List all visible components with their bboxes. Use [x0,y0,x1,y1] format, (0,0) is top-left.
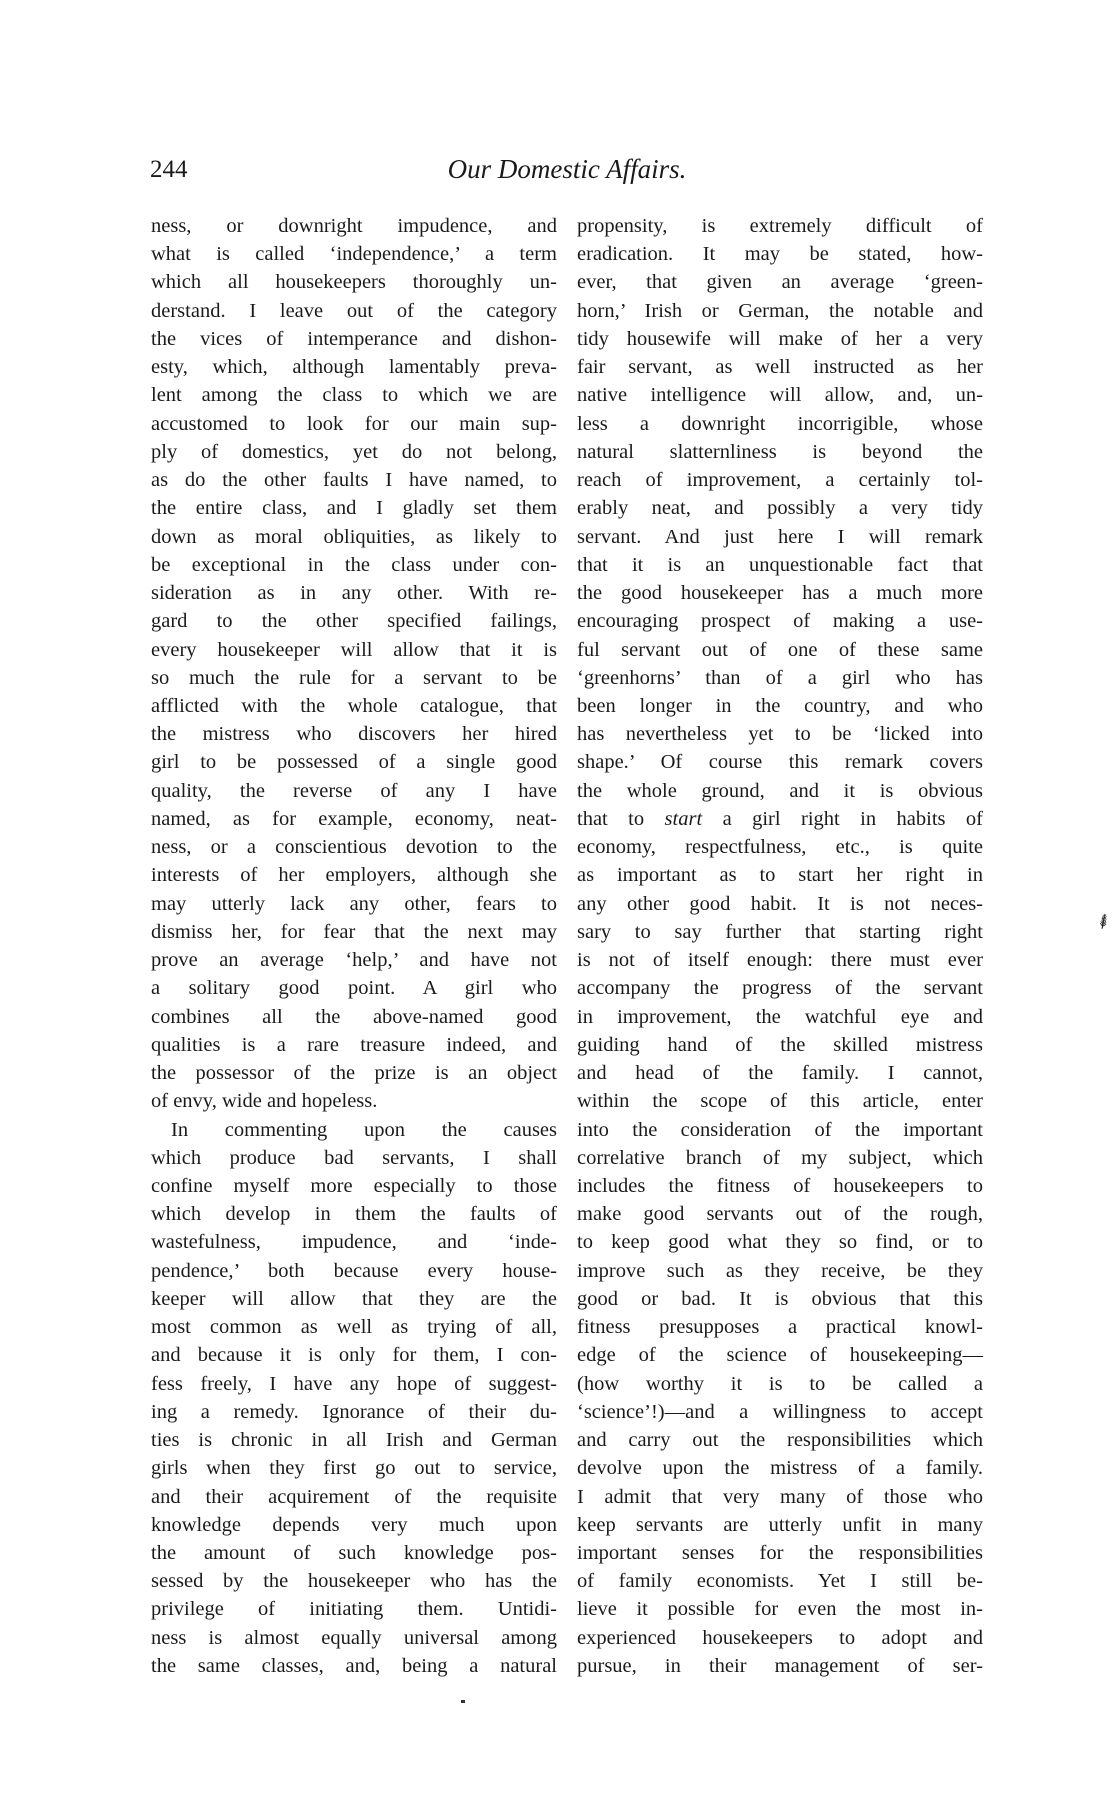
ink-speck [461,1700,465,1703]
text-line: fitness presupposes a practical knowl- [577,1316,983,1339]
text-line: (how worthy it is to be called a [577,1372,983,1395]
text-line: gard to the other specified failings, [151,610,557,633]
text-line: qualities is a rare treasure indeed, and [151,1033,557,1056]
text-line: keeper will allow that they are the [151,1287,557,1310]
text-line: of family economists. Yet I still be- [577,1570,983,1593]
text-line: which produce bad servants, I shall [151,1146,557,1169]
text-line: ful servant out of one of these same [577,638,983,661]
text-line: as important as to start her right in [577,864,983,887]
text-line: and head of the family. I cannot, [577,1062,983,1085]
text-line: a solitary good point. A girl who [151,977,557,1000]
text-line: the whole ground, and it is obvious [577,779,983,802]
text-line: guiding hand of the skilled mistress [577,1033,983,1056]
text-line: of envy, wide and hopeless. [151,1090,378,1113]
text-line: ness, or a conscientious devotion to the [151,836,557,859]
text-line: ‘greenhorns’ than of a girl who has [577,666,983,689]
left-column [151,212,557,1680]
text-line: improve such as they receive, be they [577,1259,983,1282]
text-line: be exceptional in the class under con- [151,553,557,576]
text-line: eradication. It may be stated, how- [577,243,983,266]
text-line: sideration as in any other. With re- [151,582,557,605]
text-line: derstand. I leave out of the category [151,299,557,322]
text-line: which develop in them the faults of [151,1203,557,1226]
text-line: keep servants are utterly unfit in many [577,1513,983,1536]
text-line: that it is an unquestionable fact that [577,553,983,576]
text-line: confine myself more especially to those [151,1174,557,1197]
text-line: edge of the science of housekeeping— [577,1344,983,1367]
text-line: ply of domestics, yet do not belong, [151,440,557,463]
text-line: may utterly lack any other, fears to [151,892,557,915]
text-line: propensity, is extremely difficult of [577,215,983,237]
text-line: horn,’ Irish or German, the notable and [577,299,983,322]
text-line: make good servants out of the rough, [577,1203,983,1226]
text-line: in improvement, the watchful eye and [577,1005,983,1028]
text-line: most common as well as trying of all, [151,1316,557,1339]
text-line: accustomed to look for our main sup- [151,412,557,435]
text-line: been longer in the country, and who [577,694,983,717]
text-line: tidy housewife will make of her a very [577,327,983,350]
text-line: the same classes, and, being a natural [151,1654,557,1677]
text-line: any other good habit. It is not neces- [577,892,983,915]
text-line: wastefulness, impudence, and ‘inde- [151,1231,557,1254]
text-line: shape.’ Of course this remark covers [577,751,983,774]
running-title: Our Domestic Affairs. [447,154,687,184]
text-line: lent among the class to which we are [151,384,557,407]
text-line: quality, the reverse of any I have [151,779,557,802]
text-line: what is called ‘independence,’ a term [151,243,557,266]
text-line: and their acquirement of the requisite [151,1485,557,1508]
text-line: ing a remedy. Ignorance of their du- [151,1400,557,1423]
text-line: is not of itself enough: there must ever [577,949,983,972]
text-line: erably neat, and possibly a very tidy [577,497,983,520]
text-line: privilege of initiating them. Untidi- [151,1598,557,1621]
text-line: less a downright incorrigible, whose [577,412,983,435]
text-line: ever, that given an average ‘green- [577,271,983,294]
text-line: ‘science’!)—and a willingness to accept [577,1400,983,1423]
text-line: reach of improvement, a certainly tol- [577,469,983,492]
text-line: native intelligence will allow, and, un- [577,384,983,407]
text-line: the good housekeeper has a much more [577,582,983,605]
text-line: within the scope of this article, enter [577,1090,983,1113]
text-line: fair servant, as well instructed as her [577,356,983,379]
page-number: 244 [150,156,188,183]
text-line: named, as for example, economy, neat- [151,807,557,830]
text-line: every housekeeper will allow that it is [151,638,557,661]
right-column [577,212,983,1680]
text-line: lieve it possible for even the most in- [577,1598,983,1621]
text-line: sessed by the housekeeper who has the [151,1570,557,1593]
text-line: important senses for the responsibilities [577,1542,983,1565]
text-line: I admit that very many of those who [577,1485,983,1508]
text-line: combines all the above-named good [151,1005,557,1028]
text-line: fess freely, I have any hope of suggest- [151,1372,557,1395]
text-line: ness, or downright impudence, and [151,215,557,237]
text-line: girls when they first go out to service, [151,1457,557,1480]
text-line: includes the fitness of housekeepers to [577,1174,983,1197]
text-line: as do the other faults I have named, to [151,469,557,492]
text-line: natural slatternliness is beyond the [577,440,983,463]
text-line: interests of her employers, although she [151,864,557,887]
text-line: the entire class, and I gladly set them [151,497,557,520]
text-line: has nevertheless yet to be ‘licked into [577,723,983,746]
text-line: In commenting upon the causes [171,1118,557,1141]
text-line: the amount of such knowledge pos- [151,1542,557,1565]
text-line: dismiss her, for fear that the next may [151,920,557,943]
text-line: good or bad. It is obvious that this [577,1287,983,1310]
text-line: to keep good what they so find, or to [577,1231,983,1254]
text-line: devolve upon the mistress of a family. [577,1457,983,1480]
text-line: accompany the progress of the servant [577,977,983,1000]
text-line: ties is chronic in all Irish and German [151,1429,557,1452]
text-line: that to start a girl right in habits of [577,807,983,830]
text-line: esty, which, although lamentably preva- [151,356,557,379]
margin-pencil-mark: ⸙ [1091,905,1116,936]
text-line: into the consideration of the important [577,1118,983,1141]
text-line: so much the rule for a servant to be [151,666,557,689]
text-line: pendence,’ both because every house- [151,1259,557,1282]
text-line: and because it is only for them, I con- [151,1344,557,1367]
text-line: ness is almost equally universal among [151,1626,557,1649]
text-line: prove an average ‘help,’ and have not [151,949,557,972]
text-line: girl to be possessed of a single good [151,751,557,774]
text-line: afflicted with the whole catalogue, that [151,694,557,717]
text-line: servant. And just here I will remark [577,525,983,548]
text-line: correlative branch of my subject, which [577,1146,983,1169]
text-line: down as moral obliquities, as likely to [151,525,557,548]
text-line: encouraging prospect of making a use- [577,610,983,633]
text-line: and carry out the responsibilities which [577,1429,983,1452]
text-line: experienced housekeepers to adopt and [577,1626,983,1649]
text-line: knowledge depends very much upon [151,1513,557,1536]
text-line: the mistress who discovers her hired [151,723,557,746]
text-line: the possessor of the prize is an object [151,1062,557,1085]
text-line: which all housekeepers thoroughly un- [151,271,557,294]
text-line: sary to say further that starting right [577,920,983,943]
text-line: pursue, in their management of ser- [577,1654,983,1677]
text-line: economy, respectfulness, etc., is quite [577,836,983,859]
text-line: the vices of intemperance and dishon- [151,327,557,350]
